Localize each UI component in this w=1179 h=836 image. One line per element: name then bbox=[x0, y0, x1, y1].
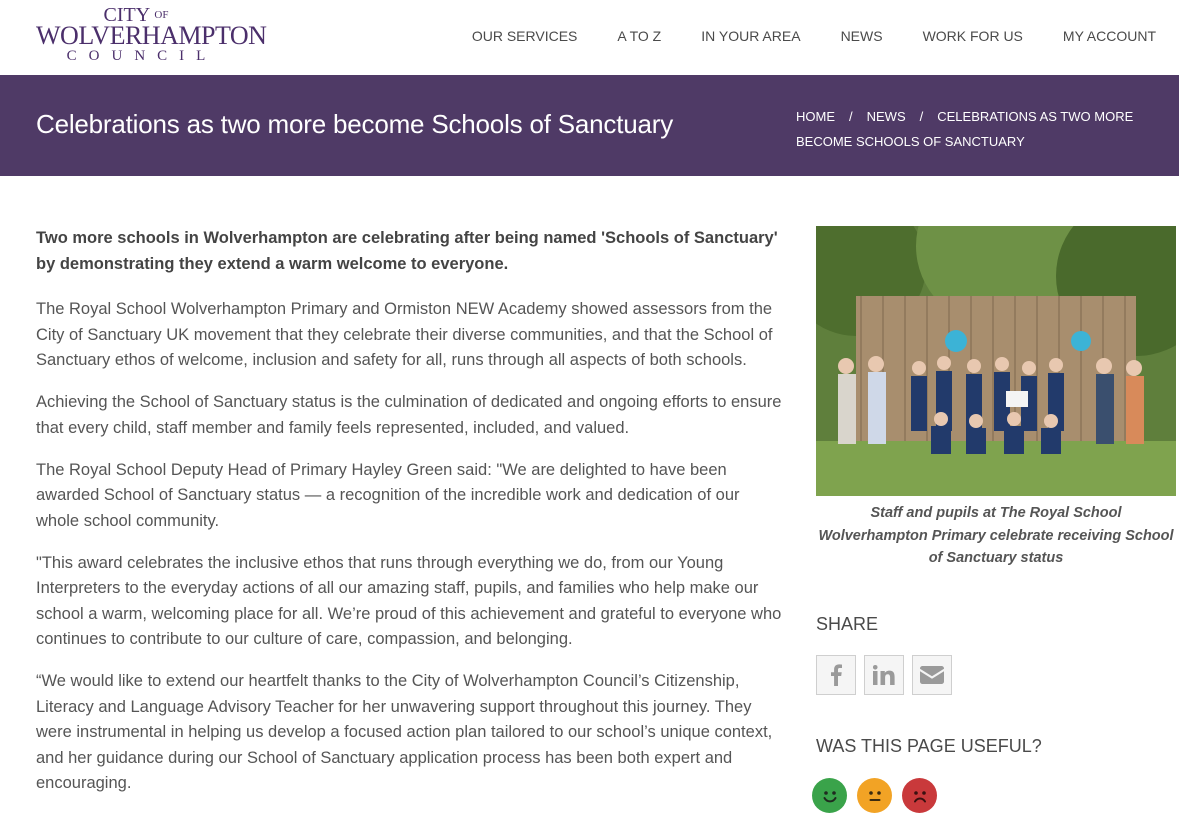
breadcrumb-news[interactable]: NEWS bbox=[866, 109, 906, 124]
logo-wolverhampton: WOLVERHAMPTON bbox=[36, 21, 267, 50]
breadcrumb-separator: / bbox=[919, 109, 924, 124]
neutral-face-icon bbox=[863, 784, 887, 808]
logo-council: COUNCIL bbox=[66, 48, 218, 64]
page-useful-heading: WAS THIS PAGE USEFUL? bbox=[816, 736, 1042, 756]
sidebar bbox=[816, 226, 1176, 756]
logo-city: CITY bbox=[103, 4, 150, 26]
site-header bbox=[0, 0, 1179, 75]
nav-news[interactable]: NEWS bbox=[840, 28, 883, 44]
sad-face-icon bbox=[908, 784, 932, 808]
nav-in-your-area[interactable]: IN YOUR AREA bbox=[701, 28, 801, 44]
photo-illustration bbox=[816, 226, 1176, 496]
nav-work-for-us[interactable]: WORK FOR US bbox=[922, 28, 1023, 44]
article-paragraph: “We would like to extend our heartfelt thanks to the City of Wolverhampton Council’s Citizenship, Literacy and Language Advisory Teacher for her unwavering support throughout this journey. They were instrumental in helping us develop a focused action plan tailored to our school’s unique context, and her guidance during our School of Sanctuary application process has been both expert and encouraging. bbox=[36, 672, 773, 792]
article-paragraph: The Royal School Deputy Head of Primary Hayley Green said: "We are delighted to have been awarded School of Sanctuary status — a recognition of the incredible work and dedication of our whole school community. bbox=[36, 460, 740, 530]
nav-a-to-z[interactable]: A TO Z bbox=[617, 28, 662, 44]
article-paragraph: "This award celebrates the inclusive ethos that runs through everything we do, from our Young Interpreters to the everyday actions of all our amazing staff, pupils, and families who help make our school a warm, welcoming place for all. We’re proud of this achievement and grateful to everyone who continues to contribute to our culture of care, compassion, and belonging. bbox=[36, 553, 782, 648]
logo-of: OF bbox=[154, 9, 169, 21]
breadcrumb-separator: / bbox=[849, 109, 853, 124]
happy-face-icon bbox=[818, 784, 842, 808]
feedback-yes-button[interactable] bbox=[812, 778, 847, 813]
article-photo bbox=[816, 226, 1176, 496]
breadcrumb bbox=[796, 104, 1156, 154]
feedback-no-button[interactable] bbox=[902, 778, 937, 813]
page-banner bbox=[0, 75, 1179, 176]
facebook-icon bbox=[829, 664, 843, 686]
breadcrumb-home[interactable]: HOME bbox=[796, 109, 835, 124]
article-lead: Two more schools in Wolverhampton are celebrating after being named 'Schools of Sanctuary' by demonstrating they extend a warm welcome to everyone. bbox=[36, 229, 778, 273]
breadcrumb-current: CELEBRATIONS AS TWO MORE BECOME SCHOOLS OF SANCTUARY bbox=[796, 109, 1134, 149]
share-email-button[interactable] bbox=[912, 655, 952, 695]
nav-my-account[interactable]: MY ACCOUNT bbox=[1062, 28, 1156, 44]
email-icon bbox=[920, 666, 944, 684]
share-heading: SHARE bbox=[816, 614, 879, 634]
council-logo[interactable] bbox=[36, 4, 267, 66]
linkedin-icon bbox=[873, 665, 895, 685]
main-nav bbox=[432, 28, 1156, 44]
page-title: Celebrations as two more become Schools of Sanctuary bbox=[36, 109, 674, 139]
photo-caption: Staff and pupils at The Royal School Wolverhampton Primary celebrate receiving School of Sanctuary status bbox=[818, 505, 1174, 566]
feedback-neutral-button[interactable] bbox=[857, 778, 892, 813]
share-facebook-button[interactable] bbox=[816, 655, 856, 695]
share-linkedin-button[interactable] bbox=[864, 655, 904, 695]
article-paragraph: The Royal School Wolverhampton Primary and Ormiston NEW Academy showed assessors from the City of Sanctuary UK movement that they celebrate their diverse communities, and that the School of Sanctuary ethos of welcome, inclusion and safety for all, runs through all aspects of both schools. bbox=[36, 300, 773, 369]
share-buttons bbox=[816, 655, 960, 695]
nav-our-services[interactable]: OUR SERVICES bbox=[471, 28, 578, 44]
feedback-buttons bbox=[812, 778, 947, 813]
article-body bbox=[36, 226, 786, 813]
article-paragraph: Achieving the School of Sanctuary status is the culmination of dedicated and ongoing efforts to ensure that every child, staff member and family feels represented, included, and valued. bbox=[36, 393, 782, 437]
